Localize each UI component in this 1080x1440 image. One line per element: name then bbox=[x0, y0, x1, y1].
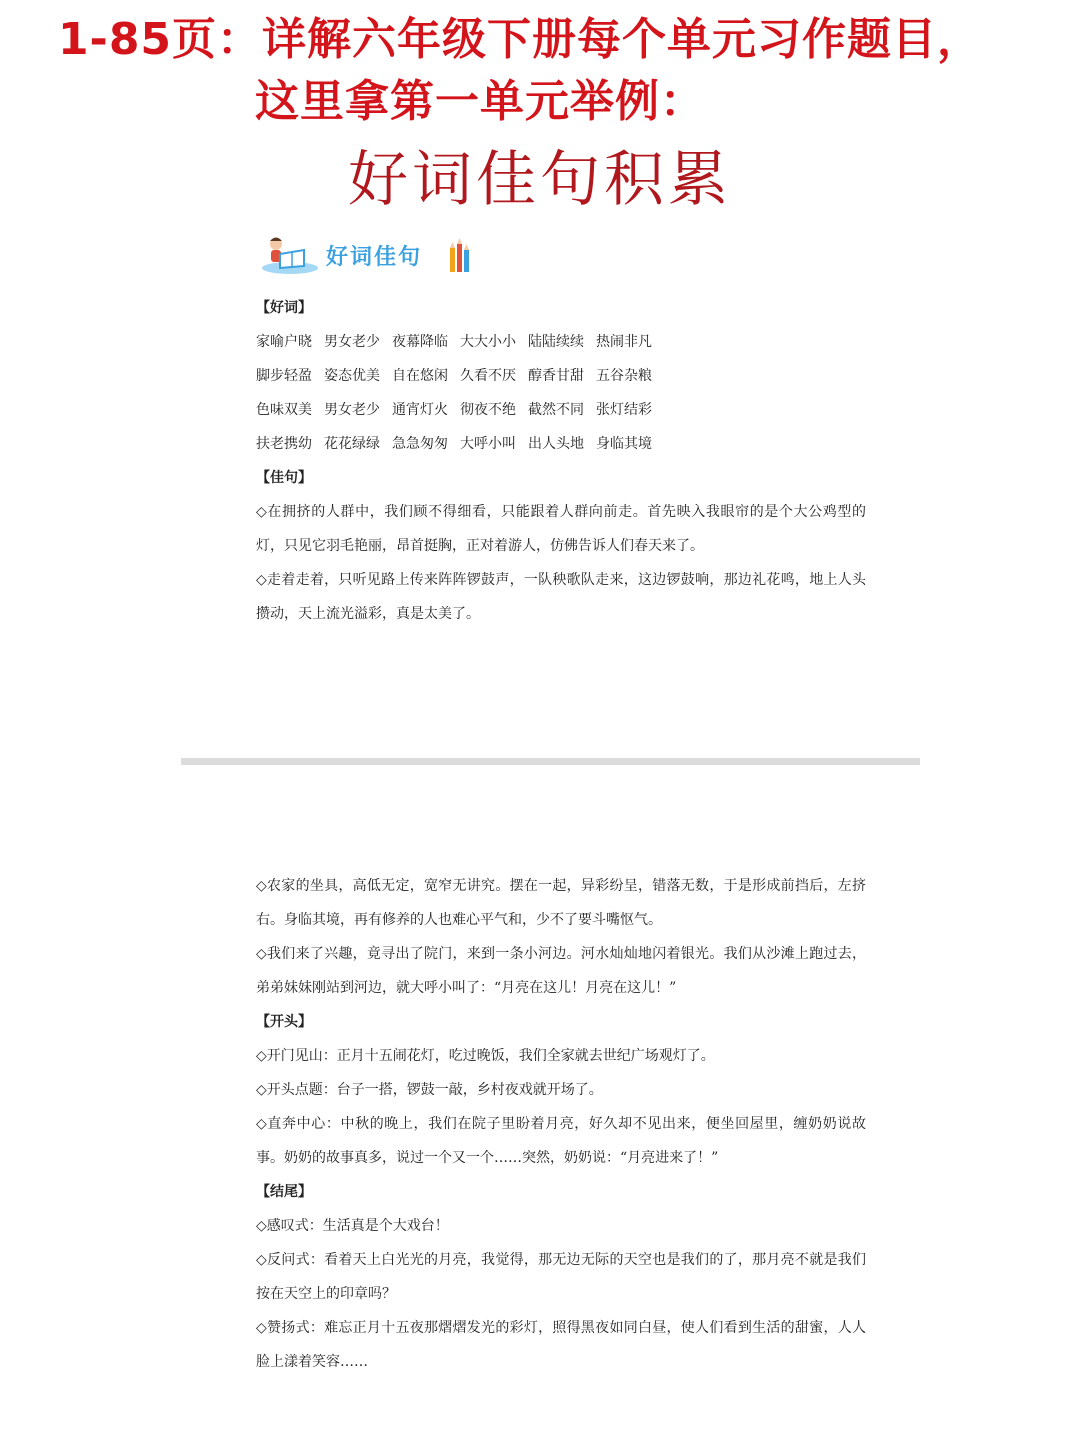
sentence-paragraph: ◇在拥挤的人群中，我们顾不得细看，只能跟着人群向前走。首先映入我眼帘的是个大公鸡型的灯，只见它羽毛艳丽，昂首挺胸，正对着游人，仿佛告诉人们春天来了。 bbox=[256, 504, 866, 554]
opening-paragraph: ◇开头点题：台子一搭，锣鼓一敲，乡村夜戏就开场了。 bbox=[256, 1082, 603, 1098]
ending-paragraph: ◇赞扬式：难忘正月十五夜那熠熠发光的彩灯，照得黑夜如同白昼，使人们看到生活的甜蜜，人人脸上漾着笑容…… bbox=[256, 1320, 866, 1370]
document-heading: 好词佳句积累 bbox=[348, 145, 732, 215]
word-item: 久看不厌 bbox=[460, 368, 516, 384]
section-heading-good-words: 【好词】 bbox=[256, 300, 312, 316]
word-item: 大呼小叫 bbox=[460, 436, 516, 452]
ending-paragraph: ◇感叹式：生活真是个大戏台！ bbox=[256, 1218, 449, 1234]
word-item: 五谷杂粮 bbox=[596, 368, 652, 384]
opening-paragraph: ◇开门见山：正月十五闹花灯，吃过晚饭，我们全家就去世纪广场观灯了。 bbox=[256, 1048, 715, 1064]
section-heading-opening: 【开头】 bbox=[256, 1014, 312, 1030]
header-line-1: 1-85页：详解六年级下册每个单元习作题目， bbox=[57, 14, 983, 65]
word-item: 家喻户晓 bbox=[256, 334, 312, 350]
word-item: 大大小小 bbox=[460, 334, 516, 350]
banner-label: 好词佳句 bbox=[326, 245, 423, 270]
word-item: 色味双美 bbox=[256, 402, 312, 418]
word-item: 通宵灯火 bbox=[392, 402, 448, 418]
word-item: 男女老少 bbox=[324, 334, 380, 350]
sentence-paragraph: ◇农家的坐具，高低无定，宽窄无讲究。摆在一起，异彩纷呈，错落无数，于是形成前挡后，左挤右。身临其境，再有修养的人也难心平气和，少不了要斗嘴怄气。 bbox=[256, 878, 866, 928]
word-row bbox=[256, 359, 866, 393]
word-item: 夜幕降临 bbox=[392, 334, 448, 350]
section-heading-good-sentences: 【佳句】 bbox=[256, 470, 312, 486]
section-heading-ending: 【结尾】 bbox=[256, 1184, 312, 1200]
word-item: 姿态优美 bbox=[324, 368, 380, 384]
opening-paragraph: ◇直奔中心：中秋的晚上，我们在院子里盼着月亮，好久却不见出来，便坐回屋里，缠奶奶说故事。奶奶的故事真多，说过一个又一个……突然，奶奶说：“月亮进来了！” bbox=[256, 1116, 866, 1166]
word-row bbox=[256, 427, 866, 461]
word-item: 醇香甘甜 bbox=[528, 368, 584, 384]
document-page-top bbox=[256, 291, 866, 631]
section-banner bbox=[260, 232, 475, 278]
word-item: 男女老少 bbox=[324, 402, 380, 418]
word-item: 脚步轻盈 bbox=[256, 368, 312, 384]
ending-paragraph: ◇反问式：看着天上白光光的月亮，我觉得，那无边无际的天空也是我们的了，那月亮不就是我们按在天空上的印章吗？ bbox=[256, 1252, 866, 1302]
word-row bbox=[256, 325, 866, 359]
word-item: 花花绿绿 bbox=[324, 436, 380, 452]
word-item: 热闹非凡 bbox=[596, 334, 652, 350]
word-item: 身临其境 bbox=[596, 436, 652, 452]
word-item: 出人头地 bbox=[528, 436, 584, 452]
word-item: 彻夜不绝 bbox=[460, 402, 516, 418]
word-item: 截然不同 bbox=[528, 402, 584, 418]
sentence-paragraph: ◇我们来了兴趣，竟寻出了院门，来到一条小河边。河水灿灿地闪着银光。我们从沙滩上跑过去，弟弟妹妹刚站到河边，就大呼小叫了：“月亮在这儿！月亮在这儿！” bbox=[256, 946, 866, 996]
header-line-2: 这里拿第一单元举例： bbox=[255, 76, 705, 127]
word-item: 急急匆匆 bbox=[392, 436, 448, 452]
word-item: 扶老携幼 bbox=[256, 436, 312, 452]
word-item: 陆陆续续 bbox=[528, 334, 584, 350]
word-row bbox=[256, 393, 866, 427]
page-divider bbox=[181, 758, 920, 765]
sentence-paragraph: ◇走着走着，只听见路上传来阵阵锣鼓声，一队秧歌队走来，这边锣鼓响，那边礼花鸣，地上人头攒动，天上流光溢彩，真是太美了。 bbox=[256, 572, 866, 622]
word-item: 自在悠闲 bbox=[392, 368, 448, 384]
word-item: 张灯结彩 bbox=[596, 402, 652, 418]
document-page-bottom bbox=[256, 869, 866, 1379]
